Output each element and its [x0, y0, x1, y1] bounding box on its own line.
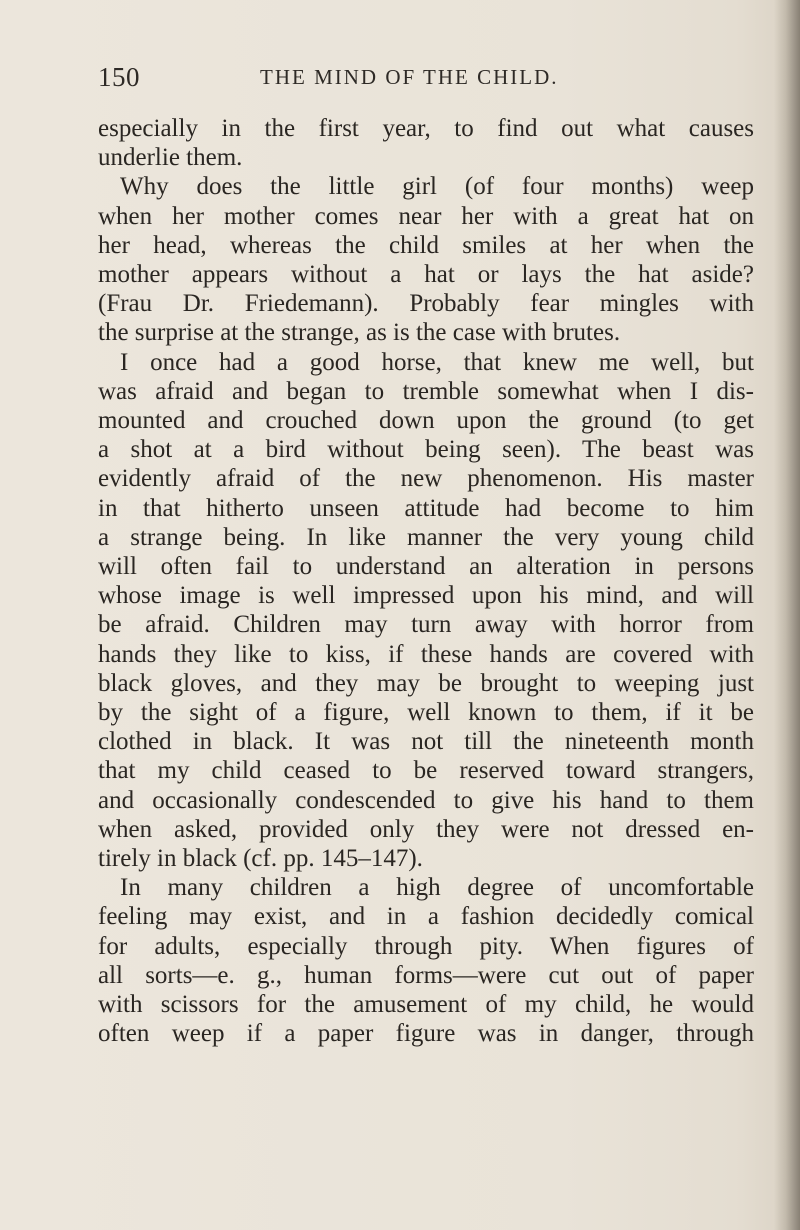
text-line: mounted and crouched down upon the ground (to get — [98, 407, 754, 435]
paragraph — [98, 348, 754, 874]
text-line: especially in the first year, to find out what causes — [98, 115, 754, 142]
text-line: Why does the little girl (of four months) weep — [120, 173, 754, 201]
text-line: a shot at a bird without being seen). The beast was — [98, 436, 754, 464]
text-line: with scissors for the amusement of my child, he would — [98, 991, 754, 1019]
text-line: all sorts—e. g., human forms—were cut out of paper — [98, 961, 754, 989]
text-line: when her mother comes near her with a great hat on — [98, 202, 754, 230]
text-line: tirely in black (cf. pp. 145–147). — [98, 845, 423, 873]
text-line: hands they like to kiss, if these hands are covered with — [98, 640, 754, 668]
text-line: feeling may exist, and in a fashion decidedly comical — [98, 903, 754, 931]
page-header — [98, 62, 758, 96]
text-line: will often fail to understand an alteration in persons — [98, 553, 754, 581]
text-line: for adults, especially through pity. When figures of — [98, 932, 754, 960]
text-line: by the sight of a figure, well known to them, if it be — [98, 699, 754, 727]
paragraph — [98, 114, 754, 172]
text-line: a strange being. In like manner the very young child — [98, 523, 754, 551]
text-line: that my child ceased to be reserved toward strangers, — [98, 757, 754, 785]
text-line: In many children a high degree of uncomfortable — [120, 874, 754, 902]
text-line: whose image is well impressed upon his mind, and will — [98, 582, 754, 610]
text-line: her head, whereas the child smiles at her when the — [98, 231, 754, 259]
running-head: THE MIND OF THE CHILD. — [260, 65, 559, 89]
text-line: often weep if a paper figure was in danger, through — [98, 1020, 754, 1048]
text-line: I once had a good horse, that knew me well, but — [120, 348, 754, 376]
text-line: black gloves, and they may be brought to weeping just — [98, 669, 754, 697]
text-line: underlie them. — [98, 144, 243, 172]
page-number: 150 — [98, 62, 140, 92]
paragraph — [98, 172, 754, 347]
text-line: the surprise at the strange, as is the case with brutes. — [98, 319, 621, 347]
text-line: and occasionally condescended to give his hand to them — [98, 786, 754, 814]
page-gutter-shadow — [774, 0, 800, 1230]
text-line: be afraid. Children may turn away with horror from — [98, 611, 754, 639]
text-line: when asked, provided only they were not dressed en- — [98, 815, 754, 843]
body-text — [98, 114, 754, 1049]
text-line: in that hitherto unseen attitude had become to him — [98, 494, 754, 522]
text-line: clothed in black. It was not till the nineteenth month — [98, 728, 754, 756]
text-line: mother appears without a hat or lays the hat aside? — [98, 261, 754, 289]
text-line: was afraid and began to tremble somewhat when I dis- — [98, 377, 754, 405]
paragraph — [98, 873, 754, 1048]
text-line: (Frau Dr. Friedemann). Probably fear mingles with — [98, 290, 754, 318]
text-line: evidently afraid of the new phenomenon. His master — [98, 465, 754, 493]
